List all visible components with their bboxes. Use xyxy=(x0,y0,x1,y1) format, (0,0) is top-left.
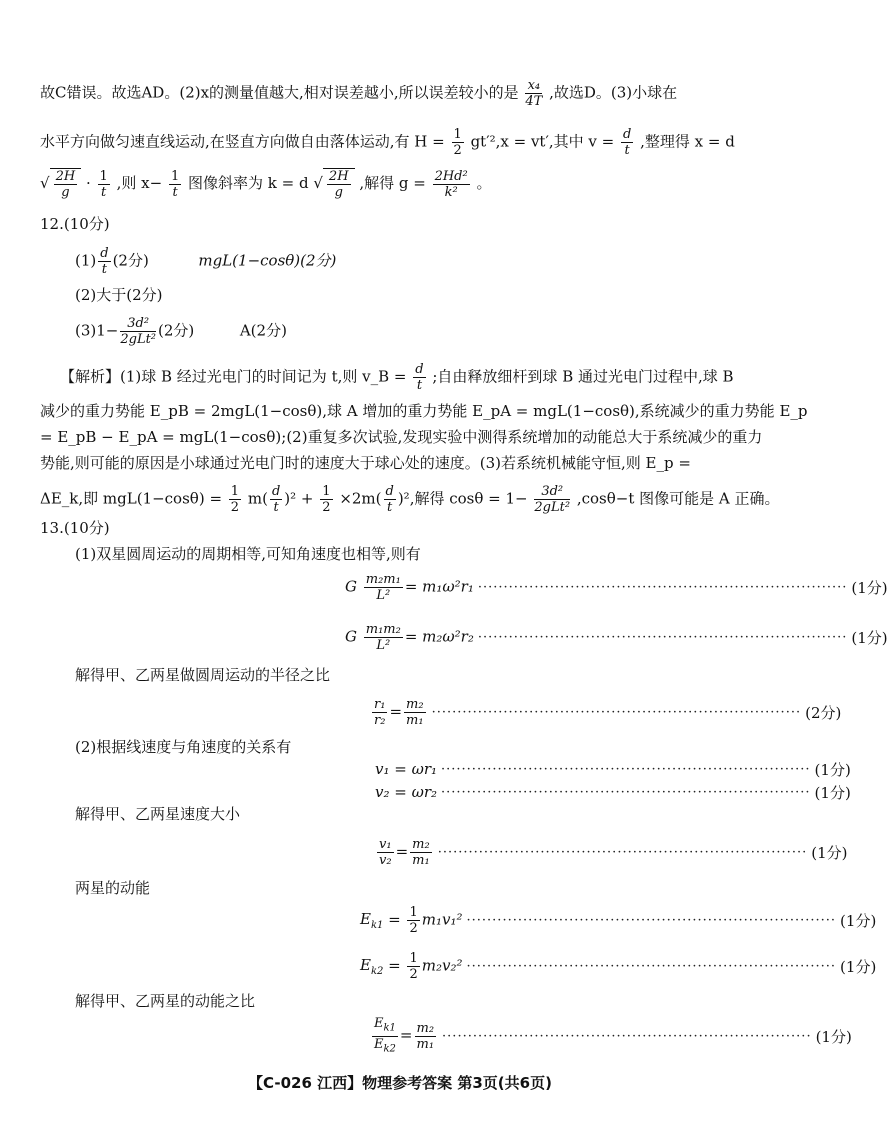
equation-5: v₂ = ωr₂ ········································································ (1分) xyxy=(375,783,851,802)
equation-3: $\frac{\text{r₁}}{\text{r₂}}$ = $\frac{\text{m₂}}{\text{m₁}}$ ········································································ (2分) xyxy=(374,696,842,728)
page-footer: 【C-026 江西】物理参考答案 第3页(共6页) xyxy=(248,1074,552,1092)
para-line-1: 故C错误。故选AD。(2)x的测量值越大,相对误差越小,所以误差较小的是 $\frac{\text{x₄}}{4T}$ ,故选D。(3)小球在 xyxy=(40,78,678,109)
equation-7: $E_{k1}$ = $\frac{1}{2}$ m₁v₁² ········································································ (1分) xyxy=(360,904,877,936)
q12-answer-1: (1) $\frac{d}{t}$ (2分) mgL(1−cosθ)(2分) xyxy=(75,246,337,277)
equation-8: $E_{k2}$ = $\frac{1}{2}$ m₂v₂² ········································································ (1分) xyxy=(360,950,877,982)
q13-step-2: 解得甲、乙两星做圆周运动的半径之比 xyxy=(75,666,331,684)
q12-answer-2: (2)大于(2分) xyxy=(75,286,163,304)
q13-step-4: 解得甲、乙两星速度大小 xyxy=(75,805,241,823)
explanation-line-2: 减少的重力势能 E_pB = 2mgL(1−cosθ),球 A 增加的重力势能 E_pA = mgL(1−cosθ),系统减少的重力势能 E_p xyxy=(40,402,808,420)
q13-step-1: (1)双星圆周运动的周期相等,可知角速度也相等,则有 xyxy=(75,545,421,563)
q12-header: 12.(10分) xyxy=(40,215,110,233)
explanation-line-4: 势能,则可能的原因是小球通过光电门时的速度大于球心处的速度。(3)若系统机械能守恒,则 E_p = xyxy=(40,454,691,472)
q13-header: 13.(10分) xyxy=(40,519,110,537)
equation-1: G $\frac{\text{m₂m₁}}{\text{L²}}$ = m₁ω²r₁ ········································································ (1分) xyxy=(345,571,888,603)
equation-9: $\frac{E_{k1}}{E_{k2}}$ = $\frac{\text{m₂}}{\text{m₁}}$ ········································································ (1分) xyxy=(374,1015,852,1055)
equation-6: $\frac{\text{v₁}}{\text{v₂}}$ = $\frac{\text{m₂}}{\text{m₁}}$ ········································································ (1分) xyxy=(379,836,848,868)
explanation-line-5: ΔE_k,即 mgL(1−cosθ) = $\frac{1}{2}$ m( $\frac{d}{t}$ )² + $\frac{1}{2}$ ×2m( $\frac{d}{t}$ )²,解得 cosθ = 1− 3d² 2gLt² ,cosθ−t 图像可能是 A 正确。 xyxy=(40,484,780,515)
fraction: $\frac{\text{x₄}}{4T}$ xyxy=(525,78,543,109)
q12-answer-3: (3)1− 3d² 2gLt² (2分) A(2分) xyxy=(75,316,287,347)
equation-4: v₁ = ωr₁ ········································································ (1分) xyxy=(375,760,851,779)
para-line-2: 水平方向做匀速直线运动,在竖直方向做自由落体运动,有 H = $\frac{1}{2}$ gt′²,x = vt′,其中 v = $\frac{d}{t}$ ,整理得 x = d xyxy=(40,127,735,158)
equation-2: G $\frac{\text{m₁m₂}}{\text{L²}}$ = m₂ω²r₂ ········································································ (1分) xyxy=(345,621,888,653)
explanation-line-3: = E_pB − E_pA = mgL(1−cosθ);(2)重复多次试验,发现实验中测得系统增加的动能总大于系统减少的重力 xyxy=(40,428,763,446)
q13-step-6: 解得甲、乙两星的动能之比 xyxy=(75,992,256,1010)
q13-step-5: 两星的动能 xyxy=(75,879,151,897)
para-line-3: √ $\frac{2H}{g}$ · $\frac{1}{t}$ ,则 x− $\frac{1}{t}$ 图像斜率为 k = d √ $\frac{2H}{g}$ ,解得 g = $\frac{\text{2Hd²}}{\text{k²}}$ 。 xyxy=(40,168,492,200)
q13-step-3: (2)根据线速度与角速度的关系有 xyxy=(75,738,292,756)
explanation-line-1: 【解析】(1)球 B 经过光电门的时间记为 t,则 v_B = $\frac{d}{t}$ ;自由释放细杆到球 B 通过光电门过程中,球 B xyxy=(60,362,734,393)
